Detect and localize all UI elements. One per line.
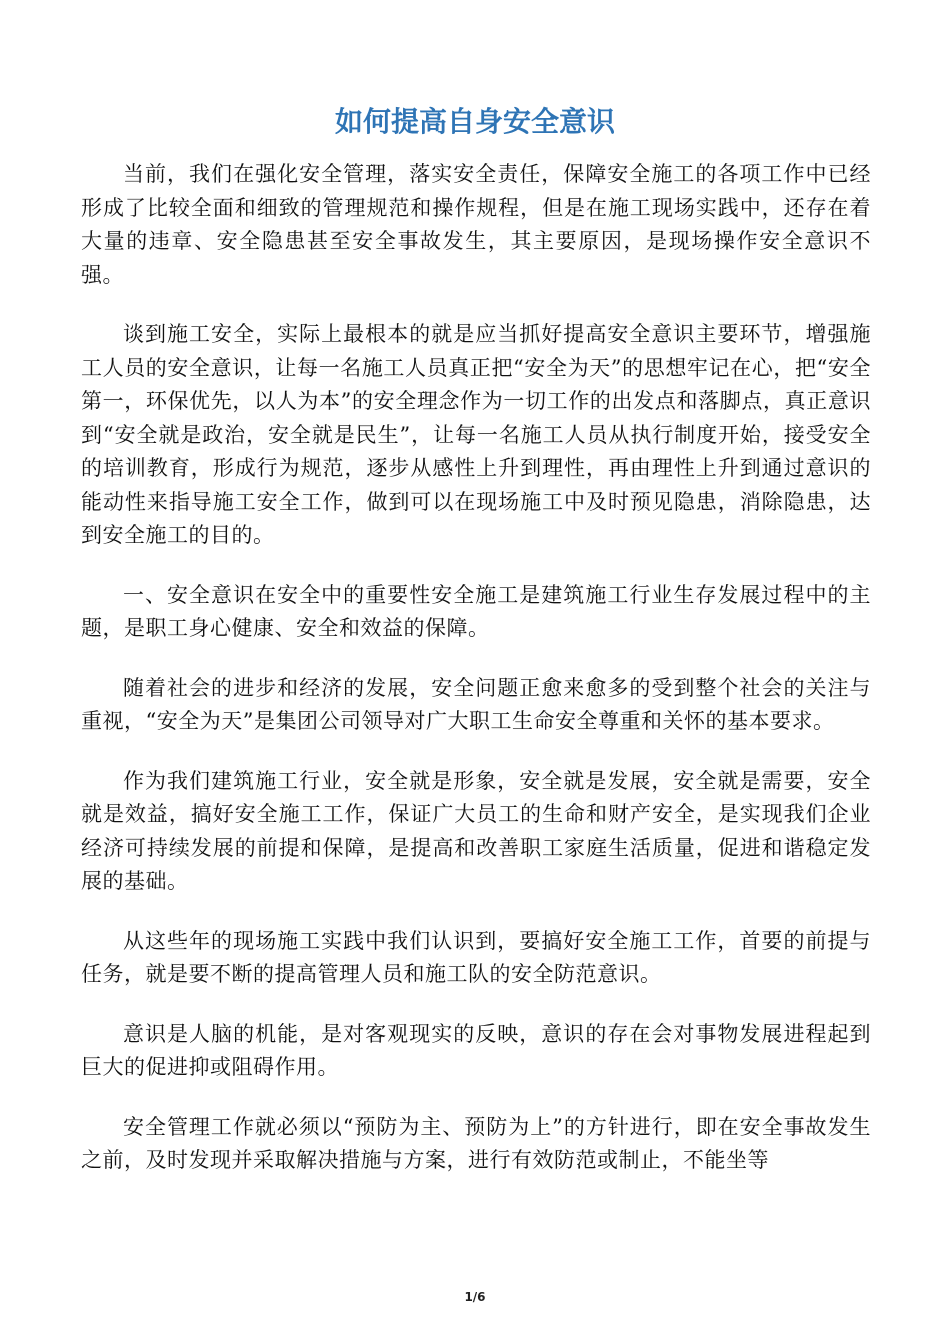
document-title: 如何提高自身安全意识: [334, 105, 615, 138]
paragraph-8: 安全管理工作就必须以“预防为主、预防为上”的方针进行，即在安全事故发生之前，及时发现并采取解决措施与方案，进行有效防范或制止，不能坐等: [81, 1114, 871, 1172]
paragraph-6: 从这些年的现场施工实践中我们认识到，要搞好安全施工工作，首要的前提与任务，就是要不断的提高管理人员和施工队的安全防范意识。: [81, 928, 871, 986]
paragraph-5: 作为我们建筑施工行业，安全就是形象，安全就是发展，安全就是需要，安全就是效益，搞好安全施工工作，保证广大员工的生命和财产安全，是实现我们企业经济可持续发展的前提和保障，是提高和改善职工家庭生活质量，促进和谐稳定发展的基础。: [81, 768, 871, 893]
page-number: 1/6: [464, 1290, 486, 1304]
paragraph-1: 当前，我们在强化安全管理，落实安全责任，保障安全施工的各项工作中已经形成了比较全面和细致的管理规范和操作规程，但是在施工现场实践中，还存在着大量的违章、安全隐患甚至安全事故发生，其主要原因，是现场操作安全意识不强。: [81, 162, 871, 287]
paragraph-3: 一、安全意识在安全中的重要性安全施工是建筑施工行业生存发展过程中的主题，是职工身心健康、安全和效益的保障。: [81, 582, 871, 640]
paragraph-7: 意识是人脑的机能，是对客观现实的反映，意识的存在会对事物发展进程起到巨大的促进抑或阻碍作用。: [81, 1021, 871, 1079]
paragraph-4: 随着社会的进步和经济的发展，安全问题正愈来愈多的受到整个社会的关注与重视，“安全为天”是集团公司领导对广大职工生命安全尊重和关怀的基本要求。: [81, 675, 871, 733]
document-body: [81, 158, 871, 1204]
paragraph-2: 谈到施工安全，实际上最根本的就是应当抓好提高安全意识主要环节，增强施工人员的安全意识，让每一名施工人员真正把“安全为天”的思想牢记在心，把“安全第一，环保优先，以人为本”的安全理念作为一切工作的出发点和落脚点，真正意识到“安全就是政治，安全就是民生”，让每一名施工人员从执行制度开始，接受安全的培训教育，形成行为规范，逐步从感性上升到理性，再由理性上升到通过意识的能动性来指导施工安全工作，做到可以在现场施工中及时预见隐患，消除隐患，达到安全施工的目的。: [81, 322, 871, 547]
